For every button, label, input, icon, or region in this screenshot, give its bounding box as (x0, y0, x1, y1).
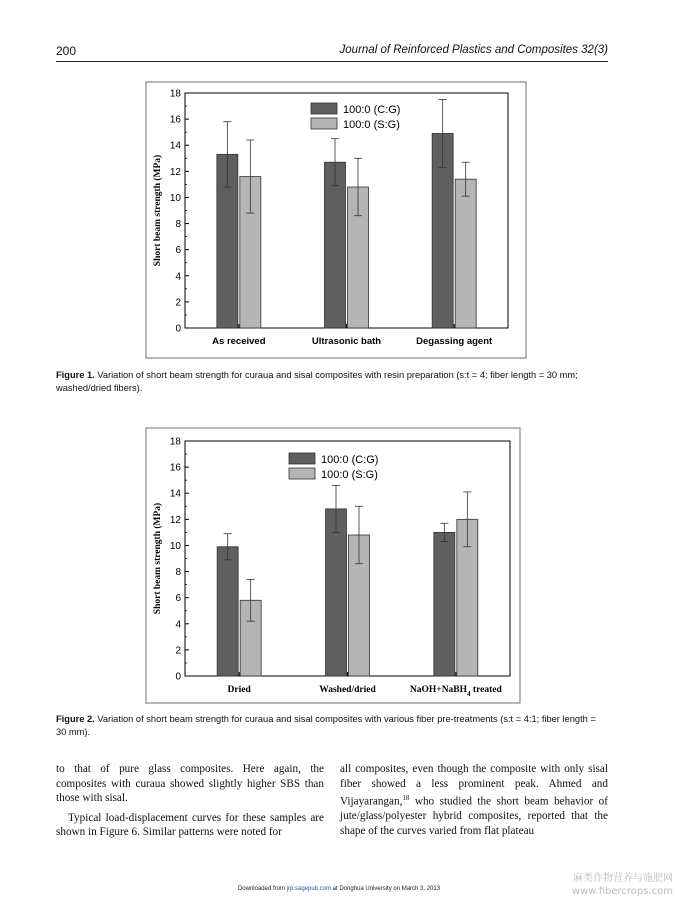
citation-ref[interactable]: 18 (402, 794, 410, 802)
footer-link[interactable]: jrp.sagepub.com (286, 886, 331, 892)
figure-2-caption-text: Variation of short beam strength for curaua and sisal composites with various fiber pre-treatments (s:t = 4:1; fiber length = 30 mm). (56, 714, 596, 737)
bar (432, 133, 453, 328)
x-category-label: As received (212, 336, 266, 347)
y-tick-label: 10 (169, 540, 181, 552)
bar (240, 600, 261, 676)
y-tick-label: 4 (175, 619, 181, 631)
paragraph-text: all composites, even though the composite with only sisal fiber showed a less prominent peak. Ahmed and Vijayarangan, (340, 763, 608, 808)
y-axis-label: Short beam strength (MPa) (153, 154, 163, 267)
body-column-left (56, 762, 324, 840)
y-tick-label: 14 (169, 488, 181, 500)
y-tick-label: 0 (175, 671, 181, 683)
legend-label: 100:0 (C:G) (321, 454, 379, 466)
y-tick-label: 0 (175, 323, 181, 335)
bar (455, 179, 476, 328)
y-tick-label: 16 (169, 114, 181, 126)
x-category-label: Degassing agent (416, 336, 493, 347)
footer-prefix: Downloaded from (237, 886, 287, 892)
figure-2-caption (56, 713, 608, 739)
paragraph: to that of pure glass composites. Here again, the composites with curaua showed slightly higher SBS than those with sisal. (56, 763, 324, 804)
legend-label: 100:0 (S:G) (343, 119, 400, 131)
paragraph (340, 762, 608, 838)
y-tick-label: 10 (169, 192, 181, 204)
y-tick-label: 18 (169, 88, 181, 100)
plot-area (185, 441, 510, 676)
y-tick-label: 8 (175, 219, 181, 231)
y-tick-label: 4 (175, 271, 181, 283)
bar (217, 154, 238, 328)
bar (457, 519, 478, 676)
figure-frame (146, 428, 520, 703)
bar (217, 547, 238, 676)
legend-swatch (289, 453, 315, 464)
footer-suffix: at Donghua University on March 3, 2013 (331, 886, 441, 892)
y-tick-label: 16 (169, 462, 181, 474)
watermark-line-2: www.fibercrops.com (571, 886, 673, 897)
x-category-label: NaOH+NaBH$_4$ treated (409, 685, 502, 698)
bar (326, 509, 347, 676)
y-tick-label: 14 (169, 140, 181, 152)
y-tick-label: 2 (175, 645, 181, 657)
watermark-line-1: 麻类作物营养与施肥网 (573, 873, 673, 884)
paragraph: Typical load-displacement curves for these samples are shown in Figure 6. Similar patterns were noted for (56, 811, 324, 838)
y-axis-label: Short beam strength (MPa) (153, 502, 163, 615)
figure-1-caption (56, 369, 608, 395)
y-tick-label: 8 (175, 567, 181, 579)
legend-label: 100:0 (S:G) (321, 469, 378, 481)
figure-1-caption-text: Variation of short beam strength for curaua and sisal composites with resin preparation (s:t = 4; fiber length = 30 mm; washed/dried fibers). (56, 370, 578, 393)
y-tick-label: 6 (175, 593, 181, 605)
bar (348, 187, 369, 328)
watermark (548, 872, 673, 898)
figure-1-caption-label: Figure 1. (56, 370, 95, 380)
figure-2-caption-label: Figure 2. (56, 714, 95, 724)
figure-frame (146, 82, 526, 358)
paragraph-text: who studied the short beam behavior of jute/glass/polyester hybrid composites, reported that the shape of the curves varied from flat plateau (340, 795, 608, 837)
y-tick-label: 12 (169, 514, 181, 526)
body-column-right (340, 762, 608, 838)
legend-swatch (311, 118, 337, 129)
bar (240, 177, 261, 328)
header-rule (56, 61, 608, 62)
y-tick-label: 6 (175, 245, 181, 257)
page-number: 200 (56, 44, 77, 58)
y-tick-label: 18 (169, 436, 181, 448)
bar (349, 535, 370, 676)
bar (325, 162, 346, 328)
y-tick-label: 2 (175, 297, 181, 309)
legend-swatch (289, 468, 315, 479)
x-category-label: Ultrasonic bath (311, 336, 382, 347)
running-header (56, 44, 608, 60)
y-tick-label: 12 (169, 166, 181, 178)
x-category-label: Washed/dried (319, 685, 376, 695)
plot-area (185, 93, 508, 328)
journal-title: Journal of Reinforced Plastics and Composites 32(3) (339, 44, 608, 56)
bar (434, 532, 455, 676)
x-category-label: Dried (227, 685, 251, 695)
legend-swatch (311, 103, 337, 114)
legend-label: 100:0 (C:G) (343, 104, 401, 116)
